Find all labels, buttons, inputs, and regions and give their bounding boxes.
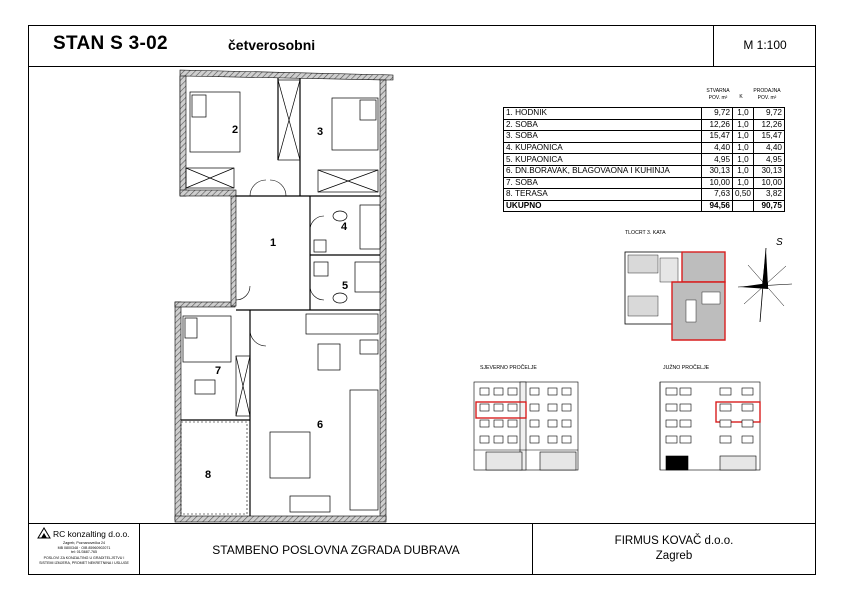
room-name-cell: 4. KUPAONICA (504, 142, 702, 154)
window (720, 420, 731, 427)
window (562, 404, 571, 411)
window (742, 420, 753, 427)
window (548, 420, 557, 427)
col-header-stvarna-1: STVARNA (706, 88, 730, 94)
actual-area-cell: 4,40 (702, 142, 733, 154)
actual-area-cell: 9,72 (702, 108, 733, 120)
scale-label: M 1:100 (743, 38, 787, 52)
coefficient-cell: 1,0 (733, 142, 754, 154)
window (720, 404, 731, 411)
project-name: STAMBENO POSLOVNA ZGRADA DUBRAVA (212, 543, 460, 557)
window (742, 388, 753, 395)
coefficient-cell: 0,50 (733, 189, 754, 201)
sale-area-cell: 15,47 (753, 131, 784, 143)
window (508, 436, 517, 443)
window (530, 420, 539, 427)
floor-plan-caption: TLOCRT 3. KATA (625, 230, 666, 236)
room-name-cell: 5. KUPAONICA (504, 154, 702, 166)
actual-area-cell: 15,47 (702, 131, 733, 143)
window (480, 420, 489, 427)
window (548, 436, 557, 443)
room-number-7: 7 (214, 365, 222, 377)
col-header-prodajna-1: PRODAJNA (753, 88, 781, 94)
company-phone: tel: 01/3687-765 (71, 550, 97, 554)
window (530, 404, 539, 411)
actual-area-cell: 12,26 (702, 119, 733, 131)
window (530, 388, 539, 395)
window (666, 404, 677, 411)
col-header-stvarna-2: POV. m² (708, 95, 728, 101)
compass-label: S (776, 237, 783, 248)
company-name: RC konzalting d.o.o. (53, 529, 130, 539)
apartment-title: STAN S 3-02 (53, 33, 168, 54)
total-actual-cell: 94,56 (702, 200, 733, 212)
total-label-cell: UKUPNO (504, 200, 702, 212)
window (494, 420, 503, 427)
room-name-cell: 1. HODNIK (504, 108, 702, 120)
sale-area-cell: 9,72 (753, 108, 784, 120)
window (508, 420, 517, 427)
window (562, 436, 571, 443)
room-name-cell: 8. TERASA (504, 189, 702, 201)
company-address: Zagreb, Poznanovečka 24 (63, 541, 105, 545)
room-number-8: 8 (204, 469, 212, 481)
window (720, 436, 731, 443)
sale-area-cell: 4,95 (753, 154, 784, 166)
sale-area-cell: 10,00 (753, 177, 784, 189)
investor-name: FIRMUS KOVAČ d.o.o. (614, 535, 734, 547)
window (508, 388, 517, 395)
col-header-prodajna-2: POV. m² (757, 95, 777, 101)
sale-area-cell: 3,82 (753, 189, 784, 201)
actual-area-cell: 30,13 (702, 165, 733, 177)
company-service-2: SISTEMI IZMJERA, PROMET NEKRETNINA I USLUGE (39, 560, 129, 565)
window (666, 420, 677, 427)
coefficient-cell: 1,0 (733, 165, 754, 177)
col-header-k: K (739, 94, 743, 100)
window (480, 404, 489, 411)
room-name-cell: 2. SOBA (504, 119, 702, 131)
room-name-cell: 3. SOBA (504, 131, 702, 143)
room-number-1: 1 (269, 237, 277, 249)
window (562, 420, 571, 427)
coefficient-cell: 1,0 (733, 177, 754, 189)
window (494, 404, 503, 411)
window (742, 436, 753, 443)
actual-area-cell: 10,00 (702, 177, 733, 189)
north-elevation-caption: SJEVERNO PROČELJE (480, 365, 537, 371)
total-sale-cell: 90,75 (753, 200, 784, 212)
window (666, 388, 677, 395)
window (562, 388, 571, 395)
window (548, 404, 557, 411)
window (548, 388, 557, 395)
south-elevation-caption: JUŽNO PROČELJE (663, 365, 710, 371)
window (680, 388, 691, 395)
room-number-2: 2 (231, 124, 239, 136)
investor-city: Zagreb (655, 550, 693, 562)
company-service-1: POSLOVI ZA KONZALTING U GRADITELJSTVU I (43, 556, 125, 560)
room-name-cell: 6. DN.BORAVAK, BLAGOVAONA I KUHINJA (504, 165, 702, 177)
compass-icon (738, 248, 792, 322)
window (494, 436, 503, 443)
window (480, 436, 489, 443)
sale-area-cell: 30,13 (753, 165, 784, 177)
window (680, 436, 691, 443)
key-plan (625, 252, 725, 340)
window (742, 404, 753, 411)
window (530, 436, 539, 443)
coefficient-cell: 1,0 (733, 108, 754, 120)
sale-area-cell: 12,26 (753, 119, 784, 131)
room-number-4: 4 (340, 221, 348, 233)
room-number-5: 5 (341, 280, 349, 292)
room-number-3: 3 (316, 126, 324, 138)
window (480, 388, 489, 395)
window (680, 404, 691, 411)
window (494, 388, 503, 395)
window (666, 436, 677, 443)
room-number-6: 6 (316, 419, 324, 431)
coefficient-cell: 1,0 (733, 154, 754, 166)
coefficient-cell: 1,0 (733, 131, 754, 143)
actual-area-cell: 4,95 (702, 154, 733, 166)
sale-area-cell: 4,40 (753, 142, 784, 154)
actual-area-cell: 7,63 (702, 189, 733, 201)
apartment-type: četverosobni (228, 37, 316, 53)
window (720, 388, 731, 395)
window (680, 420, 691, 427)
terrace-outline (181, 422, 247, 514)
coefficient-cell: 1,0 (733, 119, 754, 131)
room-name-cell: 7. SOBA (504, 177, 702, 189)
window (508, 404, 517, 411)
company-ids: MB 0800348 · OIB 85960902071 (57, 545, 111, 550)
